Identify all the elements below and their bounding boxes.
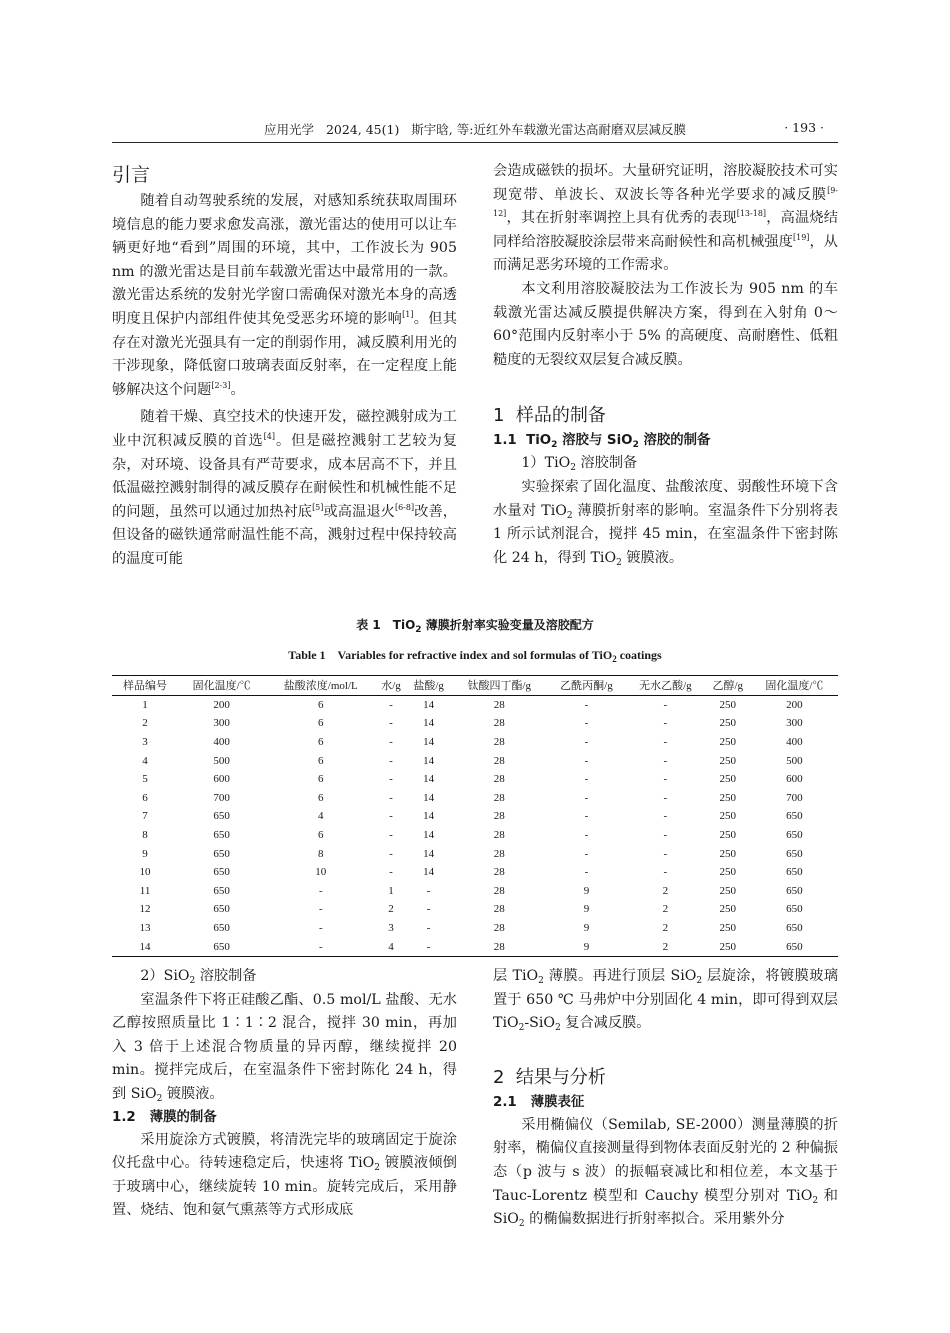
characterization-paragraph: 采用椭偏仪（Semilab, SE-2000）测量薄膜的折射率，椭偏仪直接测量得到物体表面反射光的 2 种偏振态（p 波与 s 波）的振幅衰减比和相位差，本文基于 Tauc-Lorentz 模型和 Cauchy 模型分别对 TiO$_2$ 和 SiO$_2$ 的椭偏数据进行折射率拟合。采用紫外分 xyxy=(493,1116,838,1230)
table-cell: 650 xyxy=(213,829,230,842)
running-header xyxy=(112,120,838,143)
table-cell: 28 xyxy=(493,791,505,804)
left-column-lower xyxy=(112,965,457,1223)
citation: [19] xyxy=(792,232,810,242)
table-row xyxy=(112,937,838,956)
table-cell: - xyxy=(426,903,431,916)
table-cell: 250 xyxy=(719,810,737,823)
table-cell: - xyxy=(318,884,323,897)
table-cell: 650 xyxy=(213,884,230,897)
table-cell: 200 xyxy=(213,698,230,711)
table-cell: - xyxy=(389,791,393,804)
table-cell: 600 xyxy=(786,773,803,786)
table-cell: 650 xyxy=(213,866,230,879)
table-cell: 650 xyxy=(786,940,803,953)
table-cell: 250 xyxy=(719,866,737,879)
table-cell: - xyxy=(584,791,589,804)
table-cell: 28 xyxy=(493,717,505,730)
table-cell: 650 xyxy=(213,903,230,916)
table-header-cell: 样品编号 xyxy=(123,680,168,693)
table-cell: 9 xyxy=(583,922,590,935)
table-row xyxy=(112,714,838,733)
table-cell: 14 xyxy=(423,847,435,860)
intro-paragraph-2: 随着干燥、真空技术的快速开发，磁控溅射成为工业中沉积减反膜的首选[4]。但是磁控溅射工艺较为复杂，对环境、设备具有严苛要求，成本居高不下，并且低温磁控溅射制得的减反膜存在耐候性和机械性能不足的问题，虽然可以通过加热衬底[5]或高温退火[6-8]改善，但设备的磁铁通常耐温性能不高，溅射过程中保持较高的温度可能 xyxy=(112,409,457,567)
table-cell: 14 xyxy=(423,773,435,786)
table-cell: 400 xyxy=(786,736,803,749)
table-cell: 14 xyxy=(423,810,435,823)
table-row xyxy=(112,844,838,863)
citation: [13-18] xyxy=(736,209,767,219)
citation: [6-8] xyxy=(394,502,415,512)
film-prep-paragraph-cont: 层 TiO$_2$ 薄膜。再进行顶层 SiO$_2$ 层旋涂，将镀膜玻璃置于 650 ℃ 马弗炉中分别固化 4 min，即可得到双层 TiO$_2$-SiO$_2$ 复合减反膜。 xyxy=(493,968,838,1034)
table-cell: 650 xyxy=(786,922,803,935)
table-cell: 300 xyxy=(213,717,230,730)
table-cell: 650 xyxy=(786,810,803,823)
table-cell: 6 xyxy=(318,754,324,767)
table-cell: - xyxy=(389,717,393,730)
table-cell: 14 xyxy=(423,866,435,879)
citation: [1] xyxy=(402,309,414,319)
table-cell: 6 xyxy=(318,791,324,804)
running-title: 近红外车载激光雷达高耐磨双层减反膜 xyxy=(473,122,686,137)
tio2-sol-paragraph: 实验探索了固化温度、盐酸浓度、弱酸性环境下含水量对 TiO$_2$ 薄膜折射率的影响。室温条件下分别将表 1 所示试剂混合，搅拌 45 min，在室温条件下密封陈化 24 h，得到 TiO$_2$ 镀膜液。 xyxy=(493,478,838,568)
table-cell: 650 xyxy=(213,847,230,860)
table-cell: - xyxy=(663,847,668,860)
table-header-cell: 固化温度/℃ xyxy=(192,680,251,693)
table-cell: 6 xyxy=(318,773,324,786)
table-cell: 14 xyxy=(423,736,435,749)
table-row xyxy=(112,695,838,714)
table-cell: 10 xyxy=(139,866,151,879)
table-header-row xyxy=(112,676,838,696)
table-cell: - xyxy=(663,829,668,842)
page-number: · 193 · xyxy=(784,120,824,135)
table-cell: 12 xyxy=(139,903,151,916)
table-cell: 250 xyxy=(719,698,737,711)
table-cell: 250 xyxy=(719,903,737,916)
table-cell: 2 xyxy=(662,922,669,935)
film-prep-paragraph: 采用旋涂方式镀膜，将清洗完毕的玻璃固定于旋涂仪托盘中心。待转速稳定后，快速将 TiO$_2$ 镀膜液倾倒于玻璃中心，继续旋转 10 min。旋转完成后，采用静置、烧结、饱和氨气熏蒸等方式形成底 xyxy=(112,1131,457,1219)
table-cell: 28 xyxy=(493,903,505,916)
table-cell: - xyxy=(389,773,393,786)
journal-issue: 2024, 45(1) xyxy=(325,122,400,137)
table-cell: 250 xyxy=(719,922,737,935)
table-cell: 1 xyxy=(388,884,394,897)
section-1-2-heading: 1.2 薄膜的制备 xyxy=(112,1109,217,1125)
table-cell: 6 xyxy=(318,829,324,842)
citation: [5] xyxy=(312,502,324,512)
table-cell: 600 xyxy=(213,773,230,786)
table-cell: 28 xyxy=(493,773,505,786)
table-cell: 9 xyxy=(583,940,590,953)
table-cell: 28 xyxy=(493,866,505,879)
table-row xyxy=(112,789,838,808)
table-cell: - xyxy=(663,698,668,711)
table-cell: - xyxy=(389,810,393,823)
table-cell: 700 xyxy=(786,791,803,804)
table-cell: 14 xyxy=(423,717,435,730)
table-header-cell: 盐酸浓度/mol/L xyxy=(283,680,358,693)
table-cell: 28 xyxy=(493,829,505,842)
table-cell: 28 xyxy=(493,940,505,953)
table-row xyxy=(112,826,838,845)
table-header-cell: 乙醇/g xyxy=(712,680,744,693)
table-header-cell: 盐酸/g xyxy=(413,680,444,693)
table-cell: 4 xyxy=(142,754,148,767)
table-cell: 28 xyxy=(493,847,505,860)
table-cell: 3 xyxy=(388,922,394,935)
table-header-cell: 钛酸四丁酯/g xyxy=(467,680,532,693)
table-header-cell: 乙酰丙酮/g xyxy=(560,680,613,693)
intro-heading: 引言 xyxy=(112,164,151,186)
table-cell: - xyxy=(584,754,589,767)
citation: [4] xyxy=(263,431,275,441)
table-cell: 28 xyxy=(493,884,505,897)
table-cell: - xyxy=(318,940,323,953)
table-cell: 250 xyxy=(719,754,737,767)
table-row xyxy=(112,882,838,901)
table-cell: 4 xyxy=(318,810,324,823)
table-cell: - xyxy=(584,698,589,711)
table-cell: - xyxy=(318,922,323,935)
table-cell: 250 xyxy=(719,717,737,730)
table-cell: - xyxy=(584,717,589,730)
right-column-upper xyxy=(493,160,838,570)
table-cell: 13 xyxy=(139,922,151,935)
table-cell: 650 xyxy=(213,810,230,823)
table-cell: - xyxy=(389,754,393,767)
table-cell: 650 xyxy=(786,903,803,916)
tio2-sol-subheading: 1）TiO$_2$ 溶胶制备 xyxy=(521,455,638,474)
table-row xyxy=(112,770,838,789)
table-cell: 9 xyxy=(142,847,148,860)
table-cell: 2 xyxy=(662,903,669,916)
table-cell: 28 xyxy=(493,698,505,711)
intro-paragraph-1: 随着自动驾驶系统的发展，对感知系统获取周围环境信息的能力要求愈发高涨，激光雷达的使用可以让车辆更好地“看到”周围的环境，其中，工作波长为 905 nm 的激光雷达是目前车载激光雷达中最常用的一款。激光雷达系统的发射光学窗口需确保对激光本身的高透明度且保护内部组件使其免受恶劣环境的影响[1]。但其存在对激光光强具有一定的削弱作用，减反膜利用光的干涉现象，降低窗口玻璃表面反射率，在一定程度上能够解决这个问题[2-3]。 xyxy=(112,193,457,398)
table-cell: - xyxy=(663,717,668,730)
table-cell: 650 xyxy=(213,922,230,935)
table-cell: - xyxy=(584,847,589,860)
table-cell: - xyxy=(389,698,393,711)
table-cell: - xyxy=(663,866,668,879)
table-cell: 650 xyxy=(786,829,803,842)
table-row xyxy=(112,751,838,770)
table-cell: 3 xyxy=(142,736,148,749)
table-cell: - xyxy=(426,940,431,953)
table-cell: 11 xyxy=(139,884,151,897)
section-1-heading: 1 样品的制备 xyxy=(493,405,606,427)
table-cell: 650 xyxy=(786,866,803,879)
table-cell: 28 xyxy=(493,736,505,749)
table-cell: 250 xyxy=(719,773,737,786)
table-cell: 2 xyxy=(388,903,394,916)
table-cell: 14 xyxy=(423,754,435,767)
table-cell: 250 xyxy=(719,736,737,749)
table-cell: 9 xyxy=(583,884,590,897)
table-cell: 400 xyxy=(213,736,230,749)
sio2-sol-subheading: 2）SiO$_2$ 溶胶制备 xyxy=(140,968,257,986)
table-cell: - xyxy=(584,773,589,786)
intro-paragraph-2-cont: 会造成磁铁的损坏。大量研究证明，溶胶凝胶技术可实现宽带、单波长、双波长等各种光学要求的减反膜[9-12]，其在折射率调控上具有优秀的表现[13-18]，高温烧结同样给溶胶凝胶涂层带来高耐候性和高机械强度[19]，从而满足恶劣环境的工作需求。 xyxy=(493,163,838,274)
table-cell: - xyxy=(318,903,323,916)
table-cell: - xyxy=(389,829,393,842)
table-cell: 10 xyxy=(315,866,327,879)
section-2-heading: 2 结果与分析 xyxy=(493,1066,606,1088)
table-cell: 4 xyxy=(388,940,394,953)
table-cell: 650 xyxy=(213,940,230,953)
section-2-1-heading: 2.1 薄膜表征 xyxy=(493,1094,585,1110)
table-cell: 14 xyxy=(423,829,435,842)
table-cell: - xyxy=(426,922,431,935)
table-cell: 2 xyxy=(662,884,669,897)
table-cell: 2 xyxy=(662,940,669,953)
table-row xyxy=(112,919,838,938)
table-cell: 28 xyxy=(493,922,505,935)
table-cell: - xyxy=(389,847,393,860)
table-cell: 6 xyxy=(318,717,324,730)
table-cell: 200 xyxy=(786,698,803,711)
table-cell: 6 xyxy=(318,698,324,711)
table-header-cell: 固化温度/℃ xyxy=(765,680,824,693)
table-row xyxy=(112,807,838,826)
table-cell: - xyxy=(584,810,589,823)
table-cell: 250 xyxy=(719,847,737,860)
table-cell: 28 xyxy=(493,810,505,823)
formula-table xyxy=(112,675,838,957)
table-caption-en: Table 1 Variables for refractive index and sol formulas of TiO$_2$ coatings xyxy=(288,648,662,664)
table-cell: 500 xyxy=(786,754,803,767)
table-row xyxy=(112,863,838,882)
table-cell: - xyxy=(426,884,431,897)
section-1-1-heading: 1.1 TiO$_2$ 溶胶与 SiO$_2$ 溶胶的制备 xyxy=(493,433,711,451)
table-cell: 9 xyxy=(583,903,590,916)
table-cell: 5 xyxy=(142,773,148,786)
citation: [2-3] xyxy=(211,380,231,390)
running-authors: 斯宇晗, 等: xyxy=(411,122,474,137)
table-cell: - xyxy=(389,866,393,879)
table-cell: - xyxy=(584,736,589,749)
table-cell: 2 xyxy=(142,717,148,730)
table-row xyxy=(112,900,838,919)
table-header-cell: 无水乙酸/g xyxy=(639,680,692,693)
table-cell: 500 xyxy=(213,754,230,767)
table-cell: 7 xyxy=(142,810,148,823)
sio2-sol-paragraph: 室温条件下将正硅酸乙酯、0.5 mol/L 盐酸、无水乙醇按照质量比 1∶1∶2 混合，搅拌 30 min，再加入 3 倍于上述混合物质量的异丙醇，继续搅拌 20 min。搅拌完成后，在室温条件下密封陈化 24 h，得到 SiO$_2$ 镀膜液。 xyxy=(112,991,457,1104)
table-cell: - xyxy=(663,810,668,823)
table-cell: 650 xyxy=(786,847,803,860)
table-cell: 250 xyxy=(719,940,737,953)
table-cell: - xyxy=(584,829,589,842)
table-cell: 14 xyxy=(423,791,435,804)
left-column-upper xyxy=(112,160,457,572)
table-cell: 650 xyxy=(786,884,803,897)
table-cell: 14 xyxy=(139,940,151,953)
table-cell: - xyxy=(389,736,393,749)
intro-paragraph-3: 本文利用溶胶凝胶法为工作波长为 905 nm 的车载激光雷达减反膜提供解决方案，得到在入射角 0～60°范围内反射率小于 5% 的高硬度、高耐磨性、低粗糙度的无裂纹双层复合减反膜。 xyxy=(493,280,838,368)
table-cell: 250 xyxy=(719,829,737,842)
table-cell: 8 xyxy=(142,829,148,842)
journal-name: 应用光学 xyxy=(264,122,315,137)
table-caption-cn: 表 1 TiO$_2$ 薄膜折射率实验变量及溶胶配方 xyxy=(356,618,594,635)
table-cell: 14 xyxy=(423,698,435,711)
table-cell: 700 xyxy=(213,791,230,804)
table-cell: 8 xyxy=(318,847,324,860)
table-cell: 1 xyxy=(142,698,148,711)
table-cell: - xyxy=(663,754,668,767)
table-cell: - xyxy=(663,773,668,786)
table-cell: 28 xyxy=(493,754,505,767)
table-cell: - xyxy=(584,866,589,879)
table-cell: 6 xyxy=(142,791,148,804)
table-cell: 250 xyxy=(719,884,737,897)
table-cell: 250 xyxy=(719,791,737,804)
table-cell: 300 xyxy=(786,717,803,730)
table-header-cell: 水/g xyxy=(381,680,401,693)
table-row xyxy=(112,733,838,752)
citation: [9-12] xyxy=(493,185,838,219)
right-column-lower xyxy=(493,965,838,1232)
table-cell: - xyxy=(663,736,668,749)
table-cell: - xyxy=(663,791,668,804)
table-cell: 6 xyxy=(318,736,324,749)
